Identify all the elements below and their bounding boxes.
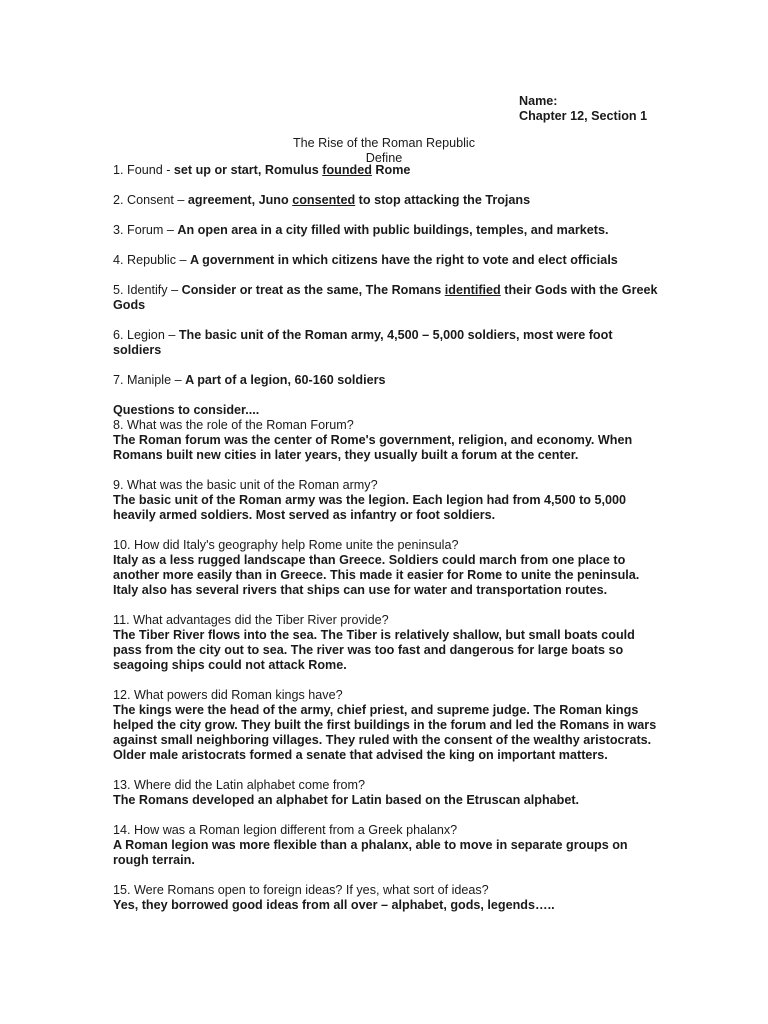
answer-text: A Roman legion was more flexible than a phalanx, able to move in separate groups on rough terrain. — [113, 838, 628, 867]
definition-item-2 — [113, 193, 661, 208]
answer-text: The kings were the head of the army, chief priest, and supreme judge. The Roman kings helped the city grow. They built the first buildings in the forum and led the Romans in wars against small neighboring villages. They ruled with the consent of the wealthy aristocrats. Older male aristocrats formed a senate that advised the king on important matters. — [113, 703, 657, 762]
definition-text-end: Rome — [371, 163, 411, 177]
question-text: 11. What advantages did the Tiber River provide? — [113, 613, 389, 627]
definition-term: 3. Forum – — [113, 223, 178, 237]
answer-text: The Romans developed an alphabet for Latin based on the Etruscan alphabet. — [113, 793, 580, 807]
question-item-10 — [113, 538, 661, 598]
definition-term: 4. Republic – — [113, 253, 191, 267]
question-item-15 — [113, 883, 661, 913]
definition-item-4 — [113, 253, 661, 268]
definition-term: 5. Identify – — [113, 283, 182, 297]
definition-underlined-word: consented — [292, 193, 356, 207]
answer-text: Yes, they borrowed good ideas from all over – alphabet, gods, legends….. — [113, 898, 555, 912]
question-text: 15. Were Romans open to foreign ideas? If yes, what sort of ideas? — [113, 883, 489, 897]
definition-text: An open area in a city filled with public buildings, temples, and markets. — [177, 223, 609, 237]
question-item-8 — [113, 418, 661, 463]
definition-item-5 — [113, 283, 661, 313]
definition-term: 2. Consent – — [113, 193, 188, 207]
definition-text-end: their Gods with the Greek Gods — [113, 283, 658, 312]
title-block — [0, 136, 768, 166]
question-item-12 — [113, 688, 661, 763]
questions-heading: Questions to consider.... — [113, 403, 260, 417]
page-subtitle: Define — [365, 151, 403, 165]
question-item-9 — [113, 478, 661, 523]
answer-text: Italy as a less rugged landscape than Greece. Soldiers could march from one place to another more easily than in Greece. This made it easier for Rome to unite the peninsula. Italy also has several rivers that ships can use for water and transportation routes. — [113, 553, 640, 597]
definition-item-3 — [113, 223, 661, 238]
question-text: 10. How did Italy's geography help Rome unite the peninsula? — [113, 538, 459, 552]
question-text: 9. What was the basic unit of the Roman army? — [113, 478, 378, 492]
definition-item-6 — [113, 328, 661, 358]
definition-term: 7. Maniple – — [113, 373, 186, 387]
question-text: 8. What was the role of the Roman Forum? — [113, 418, 354, 432]
content-area — [113, 163, 661, 913]
question-item-13 — [113, 778, 661, 808]
definition-item-7 — [113, 373, 661, 388]
definition-underlined-word: identified — [444, 283, 501, 297]
definition-term: 1. Found - — [113, 163, 174, 177]
definition-text: The basic unit of the Roman army, 4,500 – 5,000 soldiers, most were foot soldiers — [113, 328, 613, 357]
answer-text: The basic unit of the Roman army was the legion. Each legion had from 4,500 to 5,000 heavily armed soldiers. Most served as infantry or foot soldiers. — [113, 493, 626, 522]
chapter-label: Chapter 12, Section 1 — [519, 109, 648, 123]
definition-underlined-word: founded — [322, 163, 372, 177]
definition-item-1 — [113, 163, 661, 178]
question-text: 14. How was a Roman legion different from a Greek phalanx? — [113, 823, 458, 837]
header-block — [519, 94, 647, 124]
definition-term: 6. Legion – — [113, 328, 179, 342]
definition-text: A government in which citizens have the right to vote and elect officials — [190, 253, 618, 267]
definition-text: Consider or treat as the same, The Romans — [181, 283, 445, 297]
question-text: 12. What powers did Roman kings have? — [113, 688, 343, 702]
question-item-14 — [113, 823, 661, 868]
name-label: Name: — [519, 94, 558, 108]
page-title: The Rise of the Roman Republic — [292, 136, 475, 150]
question-item-11 — [113, 613, 661, 673]
definition-text: agreement, Juno — [187, 193, 293, 207]
definition-text: set up or start, Romulus — [173, 163, 323, 177]
answer-text: The Tiber River flows into the sea. The Tiber is relatively shallow, but small boats could pass from the city out to sea. The river was too fast and dangerous for large boats so seagoing ships could not attack Rome. — [113, 628, 635, 672]
answer-text: The Roman forum was the center of Rome's government, religion, and economy. When Romans built new cities in later years, they usually built a forum at the center. — [113, 433, 633, 462]
definition-text: A part of a legion, 60-160 soldiers — [185, 373, 386, 387]
question-text: 13. Where did the Latin alphabet come from? — [113, 778, 366, 792]
definition-text-end: to stop attacking the Trojans — [355, 193, 531, 207]
